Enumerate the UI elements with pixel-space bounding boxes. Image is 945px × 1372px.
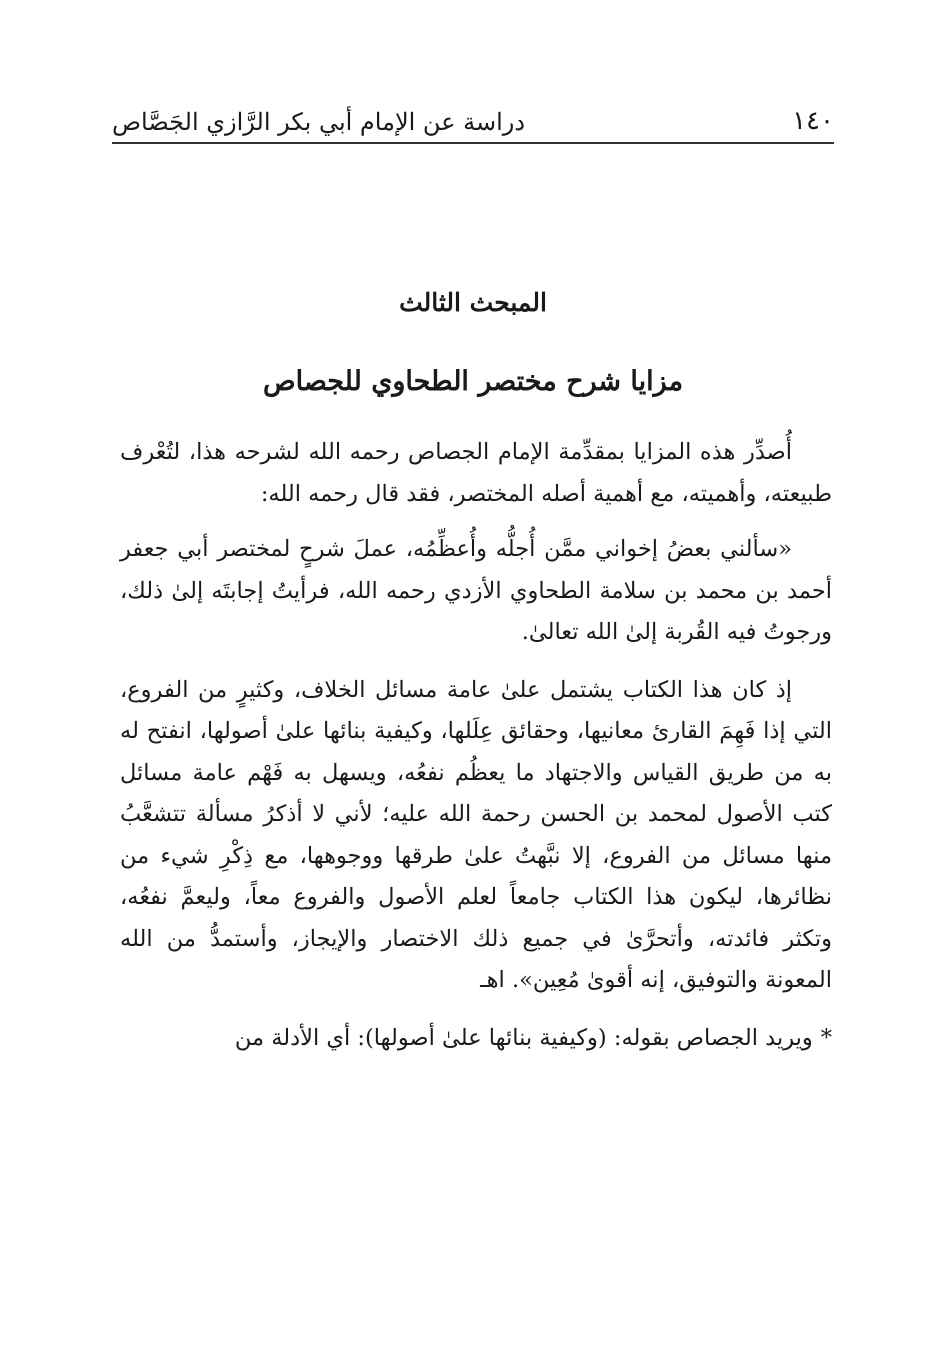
note-text: ويريد الجصاص بقوله: (وكيفية بنائها علىٰ أصولها): أي الأدلة من <box>234 1024 813 1051</box>
body-text <box>120 432 832 1059</box>
note-star-marker: * <box>820 1024 832 1051</box>
paragraph-note <box>120 1018 832 1060</box>
header-divider <box>112 142 834 144</box>
paragraph-quote-1: «سألني بعضُ إخواني ممَّن أُجلُّه وأُعظِّمُه، عملَ شرحٍ لمختصر أبي جعفر أحمد بن محمد بن سلامة الطحاوي الأزدي رحمه الله، فرأيتُ إجابتَه إلىٰ ذلك، ورجوتُ فيه القُربة إلىٰ الله تعالىٰ. <box>120 536 832 645</box>
paragraph-intro: أُصدِّر هذه المزايا بمقدِّمة الإمام الجصاص رحمه الله لشرحه هذا، لتُعْرف طبيعته، وأهميته، مع أهمية أصله المختصر، فقد قال رحمه الله: <box>120 439 832 507</box>
section-number-heading: المبحث الثالث <box>399 288 547 317</box>
paragraph-quote-2: إذ كان هذا الكتاب يشتمل علىٰ عامة مسائل الخلاف، وكثيرٍ من الفروع، التي إذا فَهِمَ القارئ معانيها، وحقائق عِلَلها، وكيفية بنائها علىٰ أصولها، انفتح له به من طريق القياس والاجتهاد ما يعظُم نفعُه، ويسهل به فَهْم عامة مسائل كتب الأصول لمحمد بن الحسن رحمة الله عليه؛ لأني لا أذكرُ مسألة تتشعَّبُ منها مسائل من الفروع، إلا نبَّهتُ علىٰ طرقها ووجوهها، مع ذِكْرِ شيء من نظائرها، ليكون هذا الكتاب جامعاً لعلم الأصول والفروع معاً، وليعمَّ نفعُه، وتكثر فائدته، وأتحرَّىٰ في جميع ذلك الاختصار والإيجاز، وأستمدُّ من الله المعونة والتوفيق، إنه أقوىٰ مُعِين». اهـ <box>120 676 832 993</box>
page-number: ١٤٠ <box>792 106 834 136</box>
running-title: دراسة عن الإمام أبي بكر الرَّازي الجَصَّاص <box>112 108 526 136</box>
running-header <box>112 94 834 136</box>
section-title-heading: مزايا شرح مختصر الطحاوي للجصاص <box>262 366 684 397</box>
